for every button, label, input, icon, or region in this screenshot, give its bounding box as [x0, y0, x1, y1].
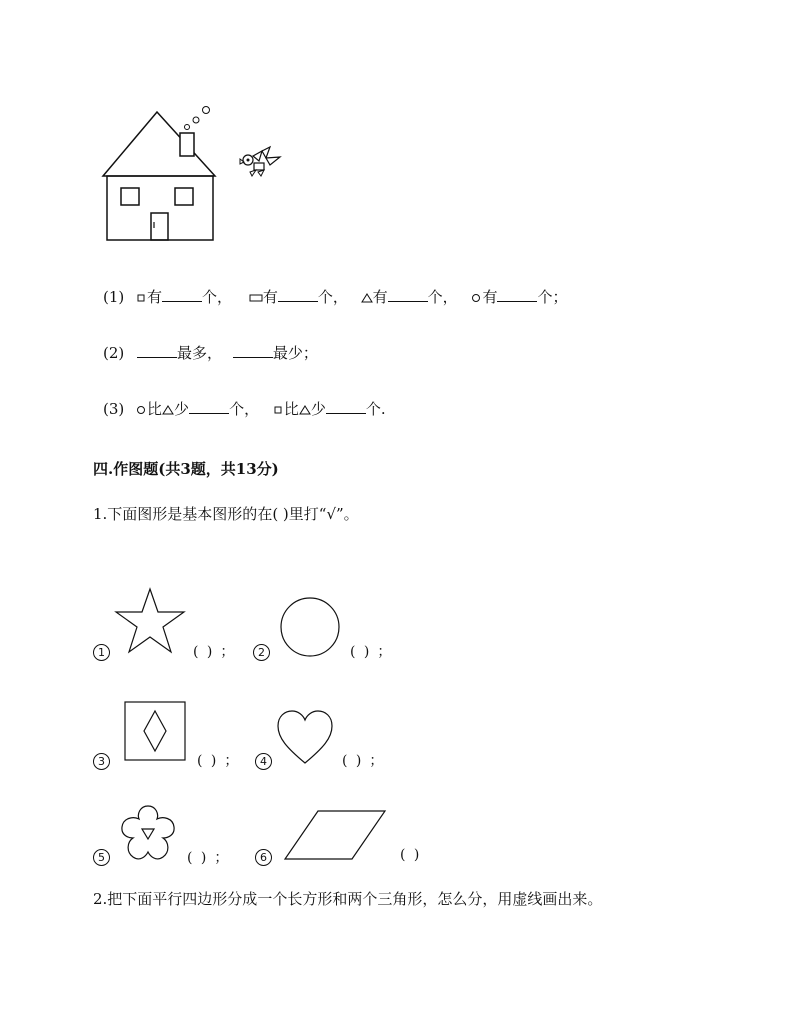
- answer-parentheses[interactable]: ( ) ；: [193, 644, 237, 660]
- answer-parentheses[interactable]: ( ): [400, 847, 422, 863]
- section-heading: 四.作图题(共3题，共13分): [93, 460, 279, 478]
- triangle-icon: [162, 404, 174, 416]
- rectangle-icon: [249, 292, 263, 304]
- parallelogram-shape: [282, 808, 388, 862]
- house-body: [107, 176, 213, 240]
- small-square-icon: [272, 404, 284, 416]
- flower-with-triangle-shape: [115, 802, 181, 866]
- option-number: 6: [255, 849, 272, 866]
- option-number: 4: [255, 753, 272, 770]
- answer-blank[interactable]: [278, 287, 318, 302]
- answer-parentheses[interactable]: ( ) ；: [350, 644, 394, 660]
- answer-parentheses[interactable]: ( ) ；: [197, 753, 241, 769]
- answer-blank[interactable]: [137, 343, 177, 358]
- option-number: 1: [93, 644, 110, 661]
- house-illustration: [100, 100, 220, 245]
- answer-blank[interactable]: [189, 399, 229, 414]
- question-1-line: (1) 有 个， 有 个， 有 个， 有 个；: [103, 288, 568, 306]
- smoke-circle: [193, 117, 199, 123]
- answer-blank[interactable]: [388, 287, 428, 302]
- drawing-question-1-text: 1.下面图形是基本图形的在( )里打“√”。: [93, 505, 359, 523]
- triangle-icon: [361, 292, 373, 304]
- question-3-line: (3) 比 少 个， 比 少 个.: [103, 400, 386, 418]
- option-number: 2: [253, 644, 270, 661]
- answer-blank[interactable]: [326, 399, 366, 414]
- answer-blank[interactable]: [162, 287, 202, 302]
- question-3-label: (3): [103, 400, 125, 418]
- answer-blank[interactable]: [233, 343, 273, 358]
- question-1-label: (1): [103, 288, 125, 306]
- answer-blank[interactable]: [497, 287, 537, 302]
- small-square-icon: [135, 292, 147, 304]
- option-number: 5: [93, 849, 110, 866]
- question-2-line: (2) 最多， 最少；: [103, 344, 318, 362]
- house-chimney: [180, 133, 194, 156]
- house-window-left: [121, 188, 139, 205]
- square-with-diamond-shape: [122, 699, 188, 763]
- option-number: 3: [93, 753, 110, 770]
- question-2-label: (2): [103, 344, 125, 362]
- circle-icon: [470, 292, 482, 304]
- answer-parentheses[interactable]: ( ) ；: [342, 753, 386, 769]
- heart-shape: [275, 708, 335, 766]
- house-window-right: [175, 188, 193, 205]
- circle-icon: [135, 404, 147, 416]
- answer-parentheses[interactable]: ( ) ；: [187, 850, 231, 866]
- smoke-circle: [185, 125, 190, 130]
- drawing-question-2-text: 2.把下面平行四边形分成一个长方形和两个三角形，怎么分，用虚线画出来。: [93, 890, 603, 908]
- triangle-icon: [299, 404, 311, 416]
- circle-shape: [278, 596, 342, 658]
- bird-illustration: [236, 145, 284, 181]
- star-shape: [113, 587, 187, 655]
- smoke-circle: [203, 107, 210, 114]
